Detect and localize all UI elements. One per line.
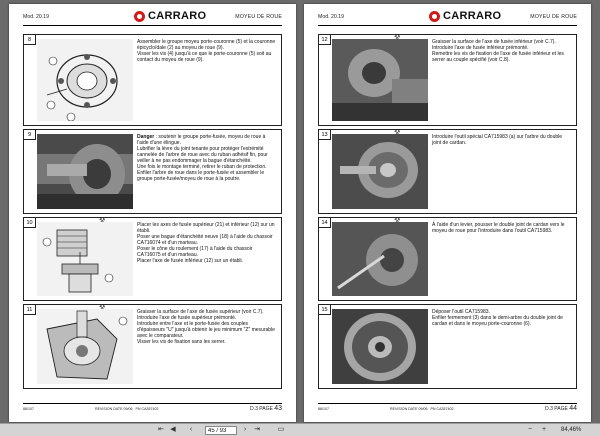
footer-doc-ref: 88/107 — [23, 407, 34, 411]
page-number-input[interactable] — [205, 426, 237, 435]
zoom-level[interactable]: 84,46% — [561, 427, 582, 433]
step-paragraph: Placer les axes de fusée supérieur (21) et inférieur (12) sur un établi. — [137, 222, 275, 234]
page-header — [23, 12, 282, 26]
step-12 — [318, 34, 577, 126]
step-paragraph: Introduire l'axe de fusée inférieur prémonté. — [432, 45, 529, 51]
step-text — [432, 309, 572, 327]
revision-date: 09/06 — [418, 407, 428, 411]
step-paragraph: Placer l'axe de fusée inférieur (12) sur un établi. — [137, 258, 244, 264]
step-number: 15 — [319, 305, 331, 315]
zoom-in-icon[interactable]: + — [541, 426, 547, 433]
footer-doc-ref: 88/107 — [318, 407, 329, 411]
step-15 — [318, 304, 577, 389]
step-number: 12 — [319, 35, 331, 45]
step-paragraph: Poser le cône du roulement (17) à l'aide du chassoir CA716075 et d'un marteau. — [137, 246, 253, 258]
page-footer — [318, 403, 577, 413]
step-13 — [318, 129, 577, 214]
zoom-out-icon[interactable]: − — [527, 426, 533, 433]
step-number: 14 — [319, 218, 331, 228]
page-footer — [23, 403, 282, 413]
pdf-page-left — [9, 4, 296, 422]
step-text — [432, 222, 572, 234]
danger-text: : soutenir le groupe porte-fusée, moyeu de roue à l'aide d'une élingue. — [137, 134, 266, 146]
lever-photo-icon — [332, 222, 428, 296]
footer-page — [250, 405, 282, 412]
step-paragraph: Introduire l'outil spécial CA715983 (a) sur l'arbre du double joint de cardan. — [432, 134, 563, 146]
footer-revision — [95, 407, 158, 411]
step-14 — [318, 217, 577, 301]
step-photo — [37, 134, 133, 209]
page-number: 44 — [569, 405, 577, 412]
step-paragraph: Remettre les vis de fixation de l'axe de fusée inférieur et les serrer au couple spécifié (voir C.8). — [432, 51, 564, 63]
model-label: Mod. 20.19 — [23, 14, 49, 20]
step-number: 11 — [24, 305, 36, 315]
revision-label: REVISION DATE — [390, 407, 418, 411]
step-paragraph: Graisser la surface de l'axe de fusée supérieur (voir C.7). — [137, 309, 264, 315]
step-paragraph: Lubrifier la lèvre du joint tenante pour protéger l'extrémité cannelée de l'arbre de roue avec du ruban adhésif fin, pour veiller à ne pas endommager la bague d'étanchéité. — [137, 146, 268, 164]
step-paragraph: Assembler le groupe moyeu porte-couronne (5) et la couronne épicycloïdale (2) au moyeu de roue (9). — [137, 39, 276, 51]
section-code: D.3 — [545, 406, 553, 412]
ring-gear-photo-icon — [332, 309, 428, 384]
carraro-logo — [429, 10, 501, 22]
step-photo — [332, 222, 428, 296]
revision-date: 09/06 — [123, 407, 133, 411]
step-paragraph: Graisser la surface de l'axe de fusée inférieur (voir C.7). — [432, 39, 556, 45]
model-label: Mod. 20.19 — [318, 14, 344, 20]
step-paragraph: Visser les vis de fixation sans les serrer. — [137, 339, 226, 345]
viewer-toolbar — [0, 423, 600, 436]
carraro-logo-mark-icon — [429, 11, 440, 22]
step-paragraph: Enfiler fermement (3) dans le demi-arbre du double joint de cardan et dans le moyeu porte-couronne (6). — [432, 315, 563, 327]
step-paragraph: Introduire l'axe de fusée supérieur prémonté. — [137, 315, 237, 321]
next-page-icon[interactable]: › — [243, 426, 247, 433]
section-code: D.3 — [250, 406, 258, 412]
step-paragraph: Une fois le montage terminé, retirer le ruban de protection. — [137, 164, 267, 170]
kingpin-drawing-icon — [37, 309, 133, 384]
step-number: 13 — [319, 130, 331, 140]
step-paragraph: Introduire entre l'axe et le porte-fusée des couples d'épaisseurs "U" jusqu'à obtenir le jeu minimum "Z" mesurable avec le comparateur. — [137, 321, 275, 339]
danger-label: Danger — [137, 134, 155, 140]
step-text — [137, 134, 277, 182]
cardan-joint-photo-icon — [332, 134, 428, 209]
first-page-icon[interactable]: ⇤ — [158, 426, 164, 433]
axle-photo-icon — [37, 134, 133, 209]
revision-label: REVISION DATE — [95, 407, 123, 411]
step-paragraph: Déposer l'outil CA715983. — [432, 309, 490, 315]
carraro-logo-mark-icon — [134, 11, 145, 22]
page-label: PAGE — [554, 406, 568, 412]
prev-page-icon[interactable]: ◀ — [170, 426, 176, 433]
footer-revision — [390, 407, 453, 411]
step-text — [432, 134, 572, 146]
step-number: 8 — [24, 35, 36, 45]
step-illustration — [37, 309, 133, 384]
step-text — [137, 222, 277, 264]
page-header — [318, 12, 577, 26]
step-illustration — [37, 222, 133, 296]
step-text — [432, 39, 572, 63]
page-number: 43 — [274, 405, 282, 412]
step-photo — [332, 39, 428, 121]
fit-page-icon[interactable]: ▭ — [277, 426, 285, 433]
prev-page-button-icon[interactable]: ‹ — [189, 426, 193, 433]
step-number: 9 — [24, 130, 36, 140]
pn-value: CA357402 — [436, 407, 454, 411]
last-page-icon[interactable]: ⇥ — [254, 426, 260, 433]
carraro-logo-text: CARRARO — [443, 10, 502, 22]
carraro-logo — [134, 10, 206, 22]
step-paragraph: Enfiler l'arbre de roue dans le porte-fusée et assembler le groupe porte-fusée/moyeu de roue à la poutre. — [137, 170, 265, 182]
step-photo — [332, 134, 428, 209]
step-10 — [23, 217, 282, 301]
step-illustration — [37, 39, 133, 121]
step-paragraph: Visser les vis (4) jusqu'à ce que le porte-couronne (5) soit au contact du moyeu de roue (9). — [137, 51, 272, 63]
step-11 — [23, 304, 282, 389]
section-title: MOYEU DE ROUE — [235, 14, 282, 20]
step-paragraph: À l'aide d'un levier, pousser le double joint de cardan vers le moyeu de roue pour l'introduire dans l'outil CA715983. — [432, 222, 565, 234]
carraro-logo-text: CARRARO — [148, 10, 207, 22]
pn-label: PN — [135, 407, 141, 411]
bearing-drawing-icon — [37, 222, 133, 296]
footer-page — [545, 405, 577, 412]
step-paragraph — [137, 134, 277, 146]
step-paragraph: Poser une bague d'étanchéité neuve (18) à l'aide du chassoir CA716074 et d'un marteau. — [137, 234, 273, 246]
section-title: MOYEU DE ROUE — [530, 14, 577, 20]
step-8 — [23, 34, 282, 126]
page-label: PAGE — [259, 406, 273, 412]
pn-label: PN — [430, 407, 436, 411]
step-number: 10 — [24, 218, 36, 228]
pn-value: CA357402 — [141, 407, 159, 411]
step-photo — [332, 309, 428, 384]
hub-ring-drawing-icon — [37, 39, 133, 121]
step-text — [137, 39, 277, 63]
step-text — [137, 309, 277, 345]
step-9 — [23, 129, 282, 214]
pdf-page-right — [304, 4, 591, 422]
axle-housing-photo-icon — [332, 39, 428, 121]
